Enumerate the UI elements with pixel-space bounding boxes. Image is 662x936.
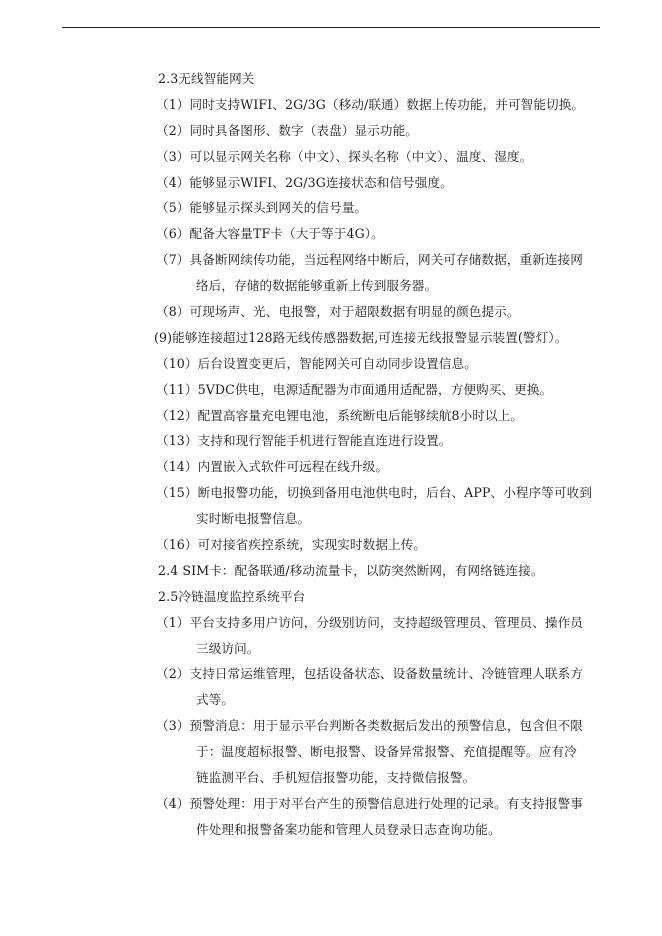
list-item: （11）5VDC供电，电源适配器为市面通用适配器，方便购买、更换。 bbox=[156, 381, 553, 397]
list-item: （6）配备大容量TF卡（大于等于4G）。 bbox=[156, 226, 384, 242]
list-item: （8）可现场声、光、电报警，对于超限数据有明显的颜色提示。 bbox=[156, 304, 520, 320]
section-heading-2-3: 2.3无线智能网关 bbox=[158, 71, 255, 86]
list-item: （3）可以显示网关名称（中文）、探头名称（中文）、温度、湿度。 bbox=[156, 148, 533, 164]
list-item: （1）同时支持WIFI、2G/3G（移动/联通）数据上传功能，并可智能切换。 bbox=[156, 96, 585, 112]
list-item: （10）后台设置变更后，智能网关可自动同步设置信息。 bbox=[156, 355, 477, 371]
list-item: （2）同时具备图形、数字（表盘）显示功能。 bbox=[156, 122, 418, 138]
list-item-continuation: 络后，存储的数据能够重新上传到服务器。 bbox=[196, 278, 438, 294]
list-item: （2）支持日常运维管理，包括设备状态、设备数量统计、冷链管理人联系方 bbox=[156, 666, 584, 682]
section-heading-2-4: 2.4 SIM卡：配备联通/移动流量卡，以防突然断网，有网络链连接。 bbox=[158, 562, 544, 578]
list-item: （5）能够显示探头到网关的信号量。 bbox=[156, 200, 368, 216]
list-item-continuation: 件处理和报警备案功能和管理人员登录日志查询功能。 bbox=[196, 821, 501, 837]
list-item: （4）能够显示WIFI、2G/3G连接状态和信号强度。 bbox=[156, 174, 453, 190]
section-heading-2-5: 2.5冷链温度监控系统平台 bbox=[158, 588, 306, 604]
list-item-continuation: 于：温度超标报警、断电报警、设备异常报警、充值提醒等。应有冷 bbox=[196, 744, 577, 760]
list-item: （14）内置嵌入式软件可远程在线升级。 bbox=[156, 459, 389, 475]
list-item: （7）具备断网续传功能，当远程网络中断后，网关可存储数据，重新连接网 bbox=[156, 252, 584, 268]
document-body bbox=[154, 66, 628, 843]
list-item: （13）支持和现行智能手机进行智能直连进行设置。 bbox=[156, 433, 452, 449]
list-item: （1）平台支持多用户访问，分级别访问，支持超级管理员、管理员、操作员 bbox=[156, 614, 584, 630]
list-item: (9)能够连接超过128路无线传感器数据,可连接无线报警显示装置(警灯）。 bbox=[154, 329, 568, 345]
list-item-continuation: 链监测平台、手机短信报警功能，支持微信报警。 bbox=[196, 770, 476, 786]
list-item: （16）可对接省疾控系统，实现实时数据上传。 bbox=[156, 537, 427, 553]
list-item: （12）配置高容量充电锂电池，系统断电后能够续航8小时以上。 bbox=[156, 407, 524, 423]
list-item-continuation: 实时断电报警信息。 bbox=[196, 511, 311, 527]
list-item-continuation: 式等。 bbox=[196, 692, 235, 708]
list-item: （4）预警处理：用于对平台产生的预警信息进行处理的记录。有支持报警事 bbox=[156, 795, 584, 811]
list-item: （3）预警消息：用于显示平台判断各类数据后发出的预警信息，包含但不限 bbox=[156, 718, 584, 734]
list-item-continuation: 三级访问。 bbox=[196, 640, 260, 656]
header-rule bbox=[62, 27, 600, 28]
list-item: （15）断电报警功能，切换到备用电池供电时，后台、APP、小程序等可收到 bbox=[156, 485, 593, 501]
